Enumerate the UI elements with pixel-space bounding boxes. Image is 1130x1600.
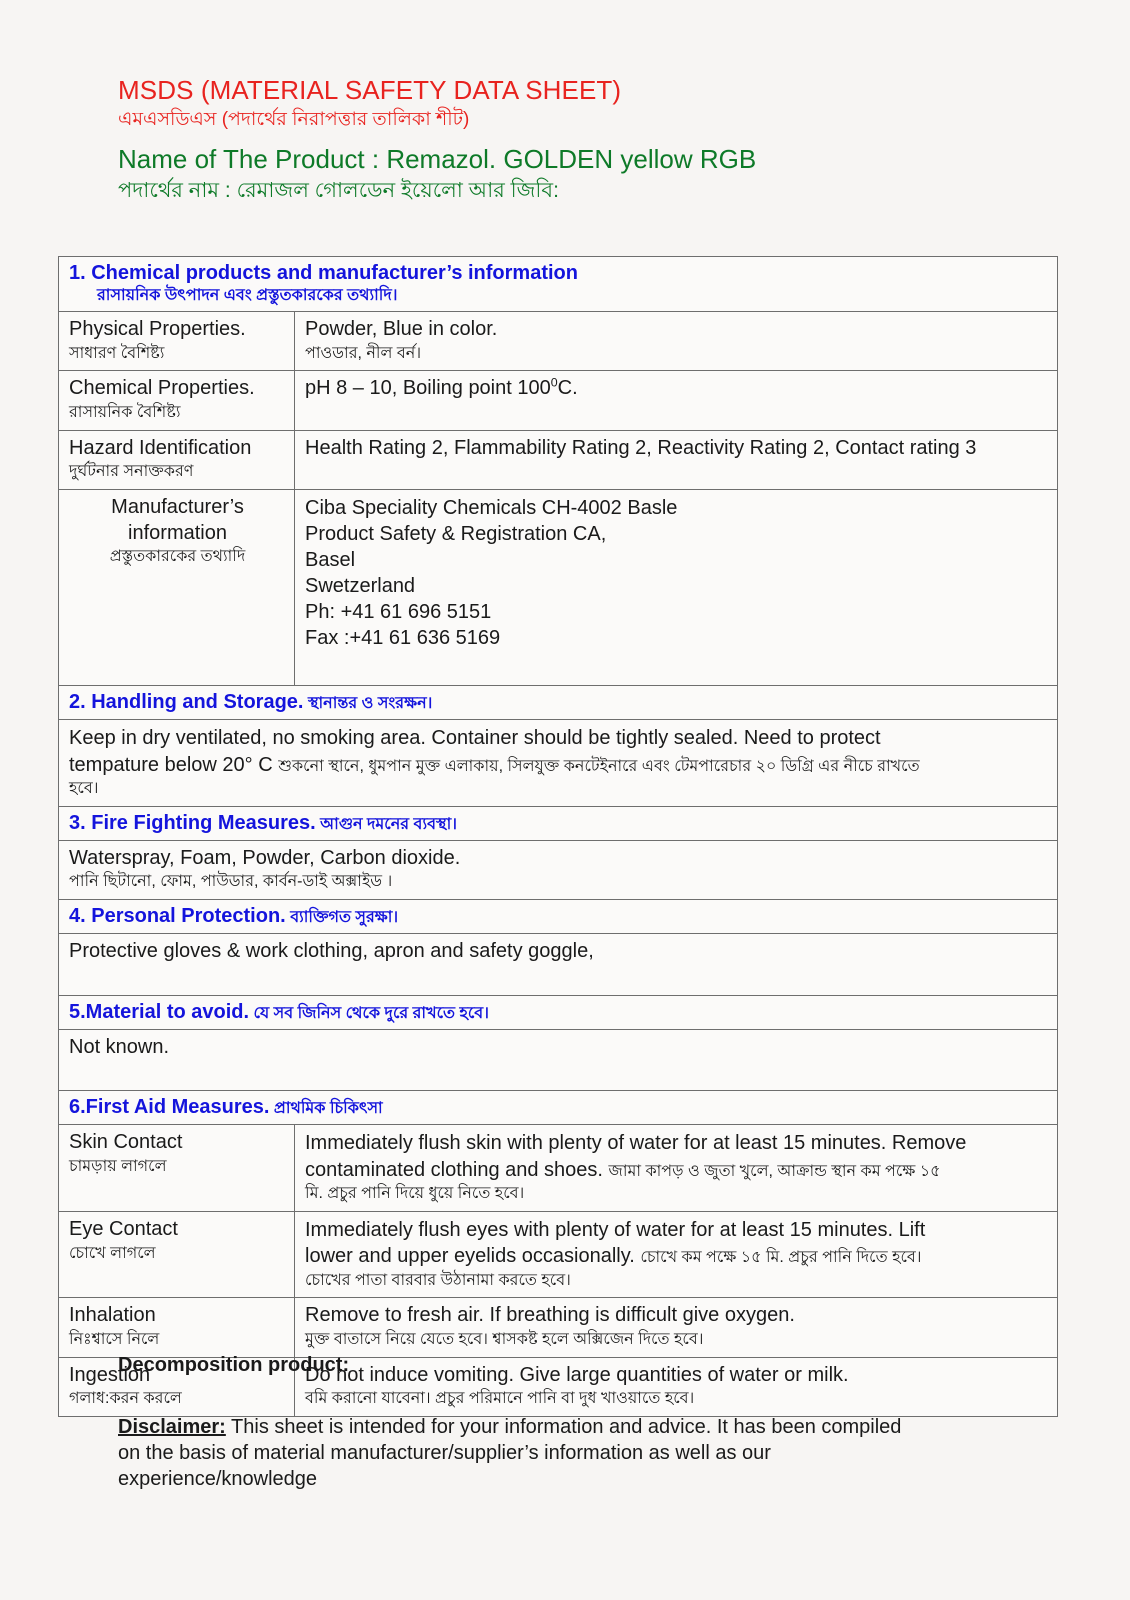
section-6-title-english: 6.First Aid Measures. [69, 1096, 270, 1119]
inhalation-label-english: Inhalation [69, 1304, 156, 1327]
skin-contact-line-2 [305, 1157, 1049, 1183]
section-2-title-bengali: স্থানান্তর ও সংরক্ষন। [307, 695, 433, 713]
disclaimer-line-3: experience/knowledge [118, 1468, 318, 1490]
section-6-header-cell [59, 1091, 1058, 1125]
ingestion-label-bengali: গলাধ:করন করলে [69, 1390, 182, 1408]
manufacturer-label-cell [59, 490, 295, 686]
skin-contact-value-cell [295, 1125, 1058, 1212]
handling-line-3-bengali: হবে। [69, 779, 99, 797]
physical-properties-label-cell [59, 312, 295, 371]
section-1-header-cell [59, 257, 1058, 312]
degree-superscript: 0 [550, 375, 558, 390]
chemical-properties-label-cell [59, 371, 295, 430]
skin-contact-line-3-bengali: মি. প্রচুর পানি দিয়ে ধুয়ে নিতে হবে। [305, 1185, 525, 1203]
chemical-properties-label-bengali: রাসায়নিক বৈশিষ্ট্য [69, 403, 181, 421]
skin-contact-line-2-english: contaminated clothing and shoes. [305, 1158, 609, 1181]
disclaimer-block [118, 1414, 1038, 1492]
manufacturer-address-line: Swetzerland [305, 575, 416, 598]
section-6-title-bengali: প্রাথমিক চিকিৎসা [273, 1100, 383, 1118]
handling-line-2-english: tempature below 20° C [69, 753, 279, 776]
physical-properties-value-english: Powder, Blue in color. [305, 318, 498, 340]
section-4-header-row [59, 900, 1058, 934]
inhalation-label-bengali: নিঃশ্বাসে নিলে [69, 1331, 160, 1349]
section-6-header-row [59, 1091, 1058, 1125]
ingestion-value-english: Do not induce vomiting. Give large quantities of water or milk. [305, 1363, 849, 1386]
manufacturer-phone: Ph: +41 61 696 5151 [305, 601, 492, 624]
table-row [59, 720, 1058, 807]
hazard-identification-label-cell [59, 430, 295, 489]
disclaimer-line-1: This sheet is intended for your information and advice. It has been compiled [225, 1416, 902, 1438]
chemical-properties-label-english: Chemical Properties. [69, 377, 255, 400]
physical-properties-value-bengali: পাওডার, নীল বর্ন। [305, 344, 422, 362]
physical-properties-value-cell [295, 312, 1058, 371]
manufacturer-address-line: Basel [305, 549, 356, 572]
skin-contact-line-1: Immediately flush skin with plenty of water for at least 15 minutes. Remove [305, 1132, 967, 1155]
personal-protection-value: Protective gloves & work clothing, apron and safety goggle, [69, 940, 594, 963]
table-row [59, 312, 1058, 371]
eye-contact-line-2-english: lower and upper eyelids occasionally. [305, 1245, 641, 1268]
section-2-header-row [59, 686, 1058, 720]
ph-boiling-suffix: C. [557, 377, 578, 400]
eye-contact-line-1: Immediately flush eyes with plenty of water for at least 15 minutes. Lift [305, 1218, 926, 1241]
inhalation-value-english: Remove to fresh air. If breathing is difficult give oxygen. [305, 1304, 795, 1327]
inhalation-value-cell [295, 1298, 1058, 1357]
decomposition-product-heading: Decomposition product: [118, 1354, 350, 1376]
skin-contact-label-cell [59, 1125, 295, 1212]
chemical-properties-value-cell [295, 371, 1058, 430]
table-row [59, 1211, 1058, 1298]
section-4-title-bengali: ব্যাক্তিগত সুরক্ষা। [290, 909, 399, 927]
handling-line-1: Keep in dry ventilated, no smoking area. Container should be tightly sealed. Need to protect [69, 727, 881, 750]
section-2-header-cell [59, 686, 1058, 720]
table-row [59, 840, 1058, 899]
hazard-identification-label-bengali: দুর্ঘটনার সনাক্তকরণ [69, 463, 194, 481]
section-5-title-bengali: যে সব জিনিস থেকে দুরে রাখতে হবে। [253, 1004, 489, 1022]
table-row [59, 1125, 1058, 1212]
manufacturer-address-line: Product Safety & Registration CA, [305, 523, 607, 546]
table-row [59, 1298, 1058, 1357]
table-row [59, 430, 1058, 489]
msds-title-bengali: এমএসডিএস (পদার্থের নিরাপত্তার তালিকা শীট) [118, 108, 470, 130]
handling-line-2-bengali: শুকনো স্থানে, ধুমপান মুক্ত এলাকায়, সিলযুক্ত কনটেইনারে এবং টেমপারেচার ২০ ডিগ্রি এর নীচে রাখতে [278, 757, 920, 775]
fire-fighting-value-bengali: পানি ছিটানো, ফোম, পাউডার, কার্বন-ডাই অক্সাইড । [69, 873, 393, 891]
table-row [59, 371, 1058, 430]
msds-title-english: MSDS (MATERIAL SAFETY DATA SHEET) [118, 75, 622, 105]
product-name-bengali: পদার্থের নাম : রেমাজল গোলডেন ইয়েলো আর জিবি: [118, 178, 559, 202]
eye-contact-label-cell [59, 1211, 295, 1298]
ingestion-label-english: Ingestion [69, 1363, 151, 1386]
skin-contact-line-2-bengali: জামা কাপড় ও জুতা খুলে, আক্রান্ড স্থান কম পক্ষে ১৫ [608, 1162, 941, 1180]
section-4-title-english: 4. Personal Protection. [69, 905, 286, 928]
eye-contact-value-cell [295, 1211, 1058, 1298]
manufacturer-label-line-2: information [128, 521, 227, 544]
ingestion-value-bengali: বমি করানো যাবেনা। প্রচুর পরিমানে পানি বা দুধ খাওয়াতে হবে। [305, 1390, 695, 1408]
section-5-header-cell [59, 995, 1058, 1029]
hazard-rating-value: Health Rating 2, Flammability Rating 2, Reactivity Rating 2, Contact rating 3 [305, 436, 977, 459]
disclaimer-line-2: on the basis of material manufacturer/supplier’s information as well as our [118, 1442, 771, 1464]
section-3-header-row [59, 806, 1058, 840]
manufacturer-label-line-1: Manufacturer’s [111, 496, 244, 519]
eye-contact-line-2-bengali: চোখে কম পক্ষে ১৫ মি. প্রচুর পানি দিতে হবে। [640, 1249, 922, 1267]
material-to-avoid-value: Not known. [69, 1035, 170, 1058]
product-name-english: Name of The Product : Remazol. GOLDEN yellow RGB [118, 143, 757, 174]
section-5-title-english: 5.Material to avoid. [69, 1000, 250, 1023]
section-2-title-english: 2. Handling and Storage. [69, 691, 304, 714]
section-3-title-english: 3. Fire Fighting Measures. [69, 811, 316, 834]
section-1-header-row [59, 257, 1058, 312]
eye-contact-label-english: Eye Contact [69, 1217, 178, 1240]
chemical-properties-value [305, 376, 1049, 402]
personal-protection-content-cell [59, 934, 1058, 996]
hazard-identification-label-english: Hazard Identification [69, 436, 252, 459]
skin-contact-label-bengali: চামড়ায় লাগলে [69, 1157, 167, 1175]
eye-contact-label-bengali: চোখে লাগলে [69, 1244, 156, 1262]
manufacturer-address-line: Ciba Speciality Chemicals CH-4002 Basle [305, 497, 678, 520]
table-row [59, 490, 1058, 686]
manufacturer-address-cell [295, 490, 1058, 686]
table-row [59, 1029, 1058, 1091]
manufacturer-fax: Fax :+41 61 636 5169 [305, 627, 501, 650]
section-3-header-cell [59, 806, 1058, 840]
inhalation-label-cell [59, 1298, 295, 1357]
skin-contact-label-english: Skin Contact [69, 1131, 183, 1154]
section-1-title-bengali: রাসায়নিক উৎপাদন এবং প্রস্তুতকারকের তথ্যাদি। [97, 287, 398, 304]
section-3-title-bengali: আগুন দমনের ব্যবস্থা। [320, 815, 457, 833]
document-header [118, 76, 1058, 205]
hazard-identification-value-cell [295, 430, 1058, 489]
eye-contact-line-3-bengali: চোখের পাতা বারবার উঠানামা করতে হবে। [305, 1271, 571, 1289]
manufacturer-label-bengali: প্রস্তুতকারকের তথ্যাদি [109, 548, 246, 566]
section-4-header-cell [59, 900, 1058, 934]
physical-properties-label-bengali: সাধারণ বৈশিষ্ট্য [69, 344, 165, 362]
eye-contact-line-2 [305, 1243, 1049, 1269]
material-to-avoid-content-cell [59, 1029, 1058, 1091]
physical-properties-label-english: Physical Properties. [69, 318, 246, 340]
fire-fighting-content-cell [59, 840, 1058, 899]
handling-storage-content-cell [59, 720, 1058, 807]
handling-line-2 [69, 752, 1049, 778]
fire-fighting-value-english: Waterspray, Foam, Powder, Carbon dioxide. [69, 846, 461, 869]
disclaimer-label: Disclaimer: [118, 1416, 226, 1438]
document-footer [118, 1352, 1038, 1492]
section-5-header-row [59, 995, 1058, 1029]
msds-data-table [58, 256, 1058, 1417]
section-1-title-english: 1. Chemical products and manufacturer’s information [69, 262, 578, 284]
inhalation-value-bengali: মুক্ত বাতাসে নিয়ে যেতে হবে। শ্বাসকষ্ট হলে অক্সিজেন দিতে হবে। [305, 1331, 704, 1349]
table-row [59, 934, 1058, 996]
ph-boiling-prefix: pH 8 – 10, Boiling point 100 [305, 377, 551, 400]
